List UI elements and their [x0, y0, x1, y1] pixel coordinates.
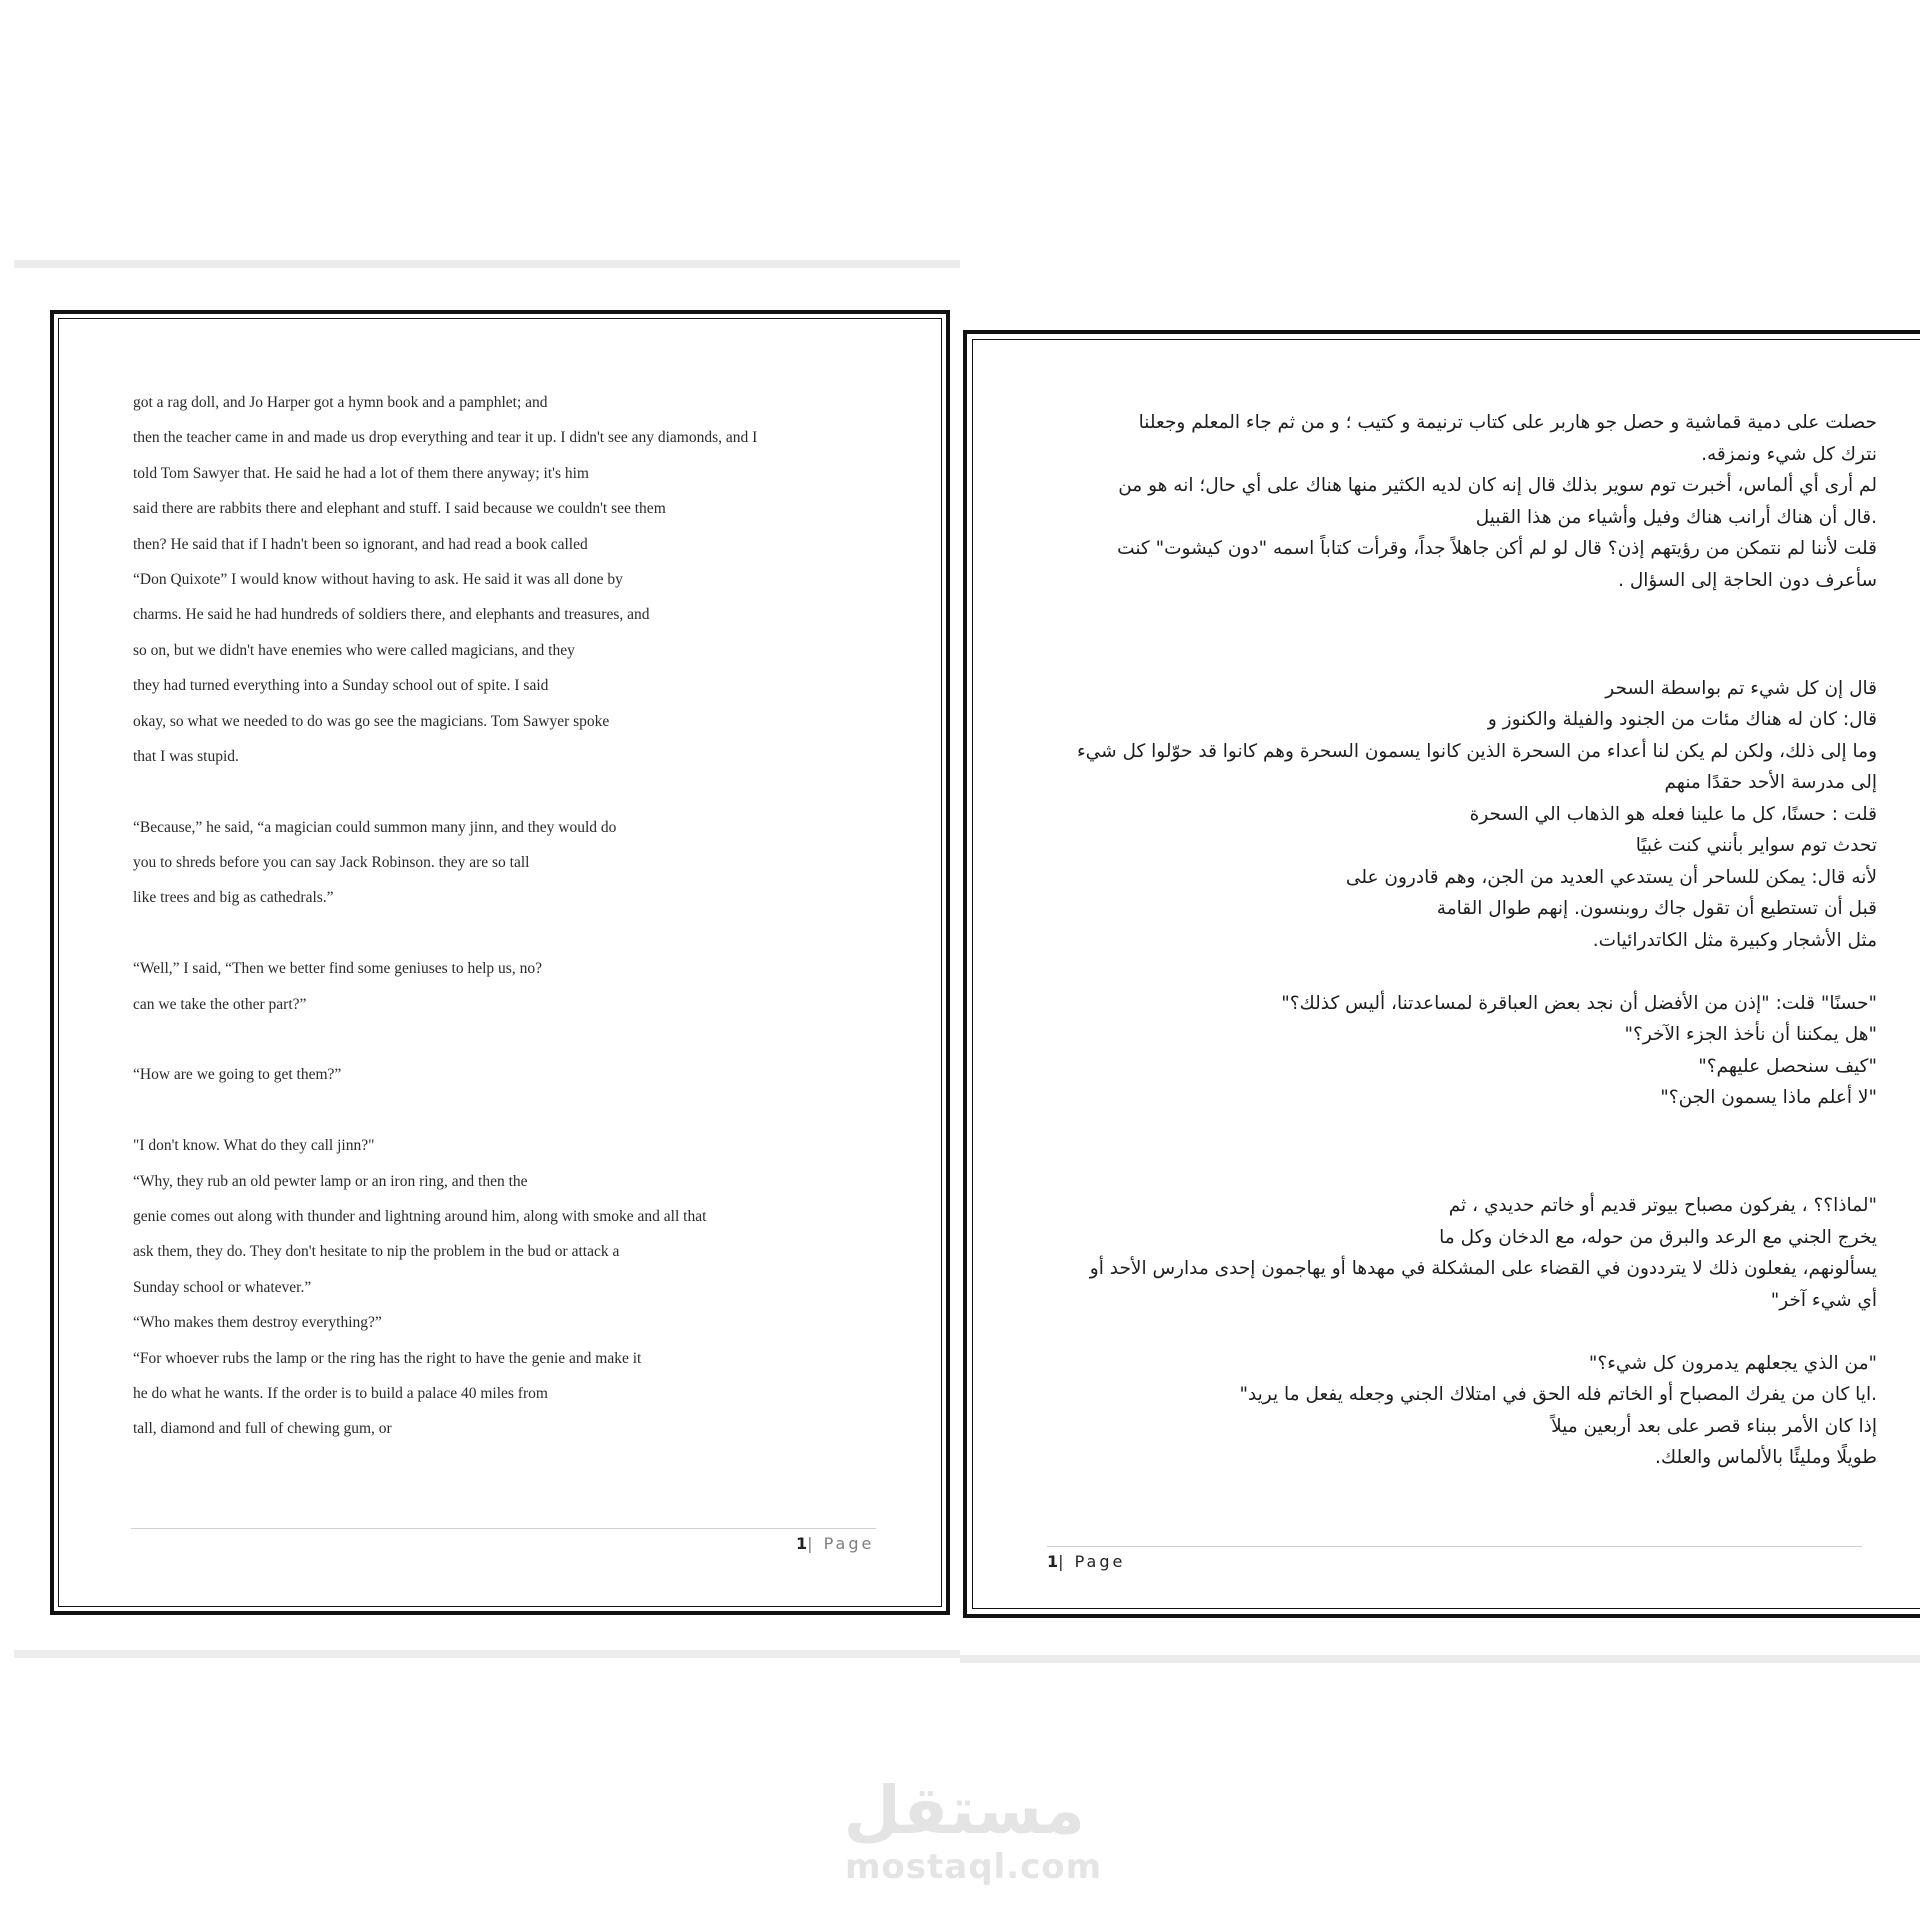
text-line: charms. He said he had hundreds of soldiers there, and elephants and treasures, and	[133, 606, 650, 624]
text-line: “Well,” I said, “Then we better find some geniuses to help us, no?	[133, 960, 542, 978]
text-line: يخرج الجني مع الرعد والبرق من حوله، مع الدخان وكل ما	[1439, 1226, 1877, 1248]
blank-line	[133, 1102, 823, 1137]
page-shadow-bottom-left	[14, 1650, 960, 1658]
footer-divider	[131, 1528, 876, 1529]
blank-line	[1017, 1119, 1877, 1151]
text-line: يسألونهم، يفعلون ذلك لا يترددون في القضاء على المشكلة في مهدها أو يهاجمون إحدى مدارس الأحد أو	[1089, 1258, 1877, 1279]
text-line: genie comes out along with thunder and lightning around him, along with smoke and all that	[133, 1207, 707, 1225]
text-line: "من الذي يجعلهم يدمرون كل شيء؟"	[1588, 1352, 1877, 1374]
text-line: "كيف سنحصل عليهم؟"	[1698, 1055, 1877, 1077]
text-line: قلت : حسنًا، كل ما علينا فعله هو الذهاب الي السحرة	[1469, 803, 1877, 825]
blank-line	[133, 1031, 823, 1066]
text-line: قال إن كل شيء تم بواسطة السحر	[1605, 677, 1877, 699]
text-line: .ايا كان من يفرك المصباح أو الخاتم فله الحق في امتلاك الجني وجعله يفعل ما يريد"	[1239, 1384, 1877, 1405]
text-line: "لا أعلم ماذا يسمون الجن؟"	[1660, 1087, 1877, 1108]
text-line: like trees and big as cathedrals.”	[133, 889, 334, 907]
text-line: tall, diamond and full of chewing gum, or	[133, 1420, 392, 1438]
text-line: قلت لأننا لم نتمكن من رؤيتهم إذن؟ قال لو لم أكن جاهلاً جداً، وقرأت كتاباً اسمه "دون كيشوت" كنت	[1117, 538, 1877, 559]
text-line: so on, but we didn't have enemies who were called magicians, and they	[133, 641, 575, 659]
page-shadow-bottom-right	[960, 1655, 1920, 1663]
text-line: “Who makes them destroy everything?”	[133, 1314, 382, 1332]
text-line: told Tom Sawyer that. He said he had a lot of them there anyway; it's him	[133, 464, 589, 482]
blank-line	[1017, 961, 1877, 993]
text-line: said there are rabbits there and elephant and stuff. I said because we couldn't see them	[133, 500, 666, 518]
text-line: إلى مدرسة الأحد حقدًا منهم	[1664, 772, 1877, 793]
text-line: قبل أن تستطيع أن تقول جاك روبنسون. إنهم طوال القامة	[1436, 898, 1877, 919]
page-number	[1047, 1552, 1125, 1571]
blank-line	[133, 783, 823, 818]
text-line: “Because,” he said, “a magician could summon many jinn, and they would do	[133, 818, 617, 836]
text-line: then the teacher came in and made us drop everything and tear it up. I didn't see any diamonds, and I	[133, 429, 758, 447]
text-line: تحدث توم سواير بأنني كنت غبيًا	[1635, 835, 1877, 856]
text-line: “Don Quixote” I would know without having to ask. He said it was all done by	[133, 570, 623, 588]
arabic-text-body	[1017, 412, 1877, 1479]
english-page	[50, 310, 950, 1615]
text-line: حصلت على دمية قماشية و حصل جو هاربر على كتاب ترنيمة و كتيب ؛ و من ثم جاء المعلم وجعلنا	[1138, 412, 1877, 433]
text-line: "لماذا؟؟ ، يفركون مصباح بيوتر قديم أو خاتم حديدي ، ثم	[1448, 1195, 1877, 1216]
text-line: سأعرف دون الحاجة إلى السؤال .	[1618, 569, 1877, 591]
text-line: "هل يمكننا أن نأخذ الجزء الآخر؟"	[1624, 1024, 1877, 1045]
text-line: مثل الأشجار وكبيرة مثل الكاتدرائيات.	[1592, 929, 1877, 951]
text-line: "I don't know. What do they call jinn?"	[133, 1137, 375, 1155]
page-number	[796, 1534, 874, 1553]
text-line: إذا كان الأمر ببناء قصر على بعد أربعين ميلاً	[1551, 1415, 1877, 1437]
text-line: نترك كل شيء ونمزقه.	[1701, 443, 1877, 465]
text-line: they had turned everything into a Sunday school out of spite. I said	[133, 677, 549, 695]
text-line: Sunday school or whatever.”	[133, 1278, 312, 1296]
blank-line	[1017, 1321, 1877, 1353]
page-shadow-top-left	[14, 260, 960, 268]
text-line: .قال أن هناك أرانب هناك وفيل وأشياء من هذا القبيل	[1475, 506, 1877, 528]
blank-line	[1017, 633, 1877, 678]
text-line: لم أرى أي ألماس، أخبرت توم سوير بذلك قال إنه كان لديه الكثير منها هناك على أي حال؛ انه هو من	[1118, 475, 1877, 496]
text-line: that I was stupid.	[133, 747, 239, 765]
text-line: got a rag doll, and Jo Harper got a hymn book and a pamphlet; and	[133, 394, 548, 411]
english-text-body	[133, 394, 823, 1456]
watermark-domain-text: mostaql.com	[845, 1847, 1103, 1887]
mostaql-watermark-logo	[843, 1772, 1103, 1887]
text-line: "حسنًا" قلت: "إذن من الأفضل أن نجد بعض العباقرة لمساعدتنا، أليس كذلك؟"	[1281, 992, 1877, 1014]
footer-divider	[1047, 1546, 1862, 1547]
arabic-page	[963, 330, 1920, 1618]
blank-line	[1017, 601, 1877, 633]
text-line: وما إلى ذلك، ولكن لم يكن لنا أعداء من السحرة الذين كانوا يسمون السحرة وهم كانوا قد حوّلوا كل شيء	[1076, 740, 1877, 762]
text-line: “Why, they rub an old pewter lamp or an iron ring, and then the	[133, 1172, 528, 1190]
text-line: can we take the other part?”	[133, 995, 307, 1013]
text-line: then? He said that if I hadn't been so ignorant, and had read a book called	[133, 535, 588, 553]
text-line: قال: كان له هناك مئات من الجنود والفيلة والكنوز و	[1487, 709, 1877, 730]
text-line: you to shreds before you can say Jack Robinson. they are so tall	[133, 854, 530, 872]
text-line: he do what he wants. If the order is to build a palace 40 miles from	[133, 1384, 548, 1402]
page-number-value: 1	[1047, 1552, 1059, 1571]
text-line: لأنه قال: يمكن للساحر أن يستدعي العديد من الجن، وهم قادرون على	[1345, 866, 1877, 888]
text-line: “For whoever rubs the lamp or the ring has the right to have the genie and make it	[133, 1349, 642, 1367]
text-line: “How are we going to get them?”	[133, 1066, 342, 1084]
text-line: ask them, they do. They don't hesitate to nip the problem in the bud or attack a	[133, 1243, 620, 1261]
watermark-arabic-text: مستقل	[843, 1772, 1085, 1849]
page-number-label: | Page	[807, 1534, 875, 1553]
text-line: okay, so what we needed to do was go see the magicians. Tom Sawyer spoke	[133, 712, 610, 730]
blank-line	[133, 925, 823, 960]
text-line: طويلًا ومليئًا بالألماس والعلك.	[1655, 1447, 1877, 1468]
page-number-value: 1	[796, 1534, 808, 1553]
blank-line	[1017, 1150, 1877, 1195]
page-number-label: | Page	[1058, 1552, 1126, 1571]
text-line: أي شيء آخر"	[1770, 1289, 1877, 1311]
